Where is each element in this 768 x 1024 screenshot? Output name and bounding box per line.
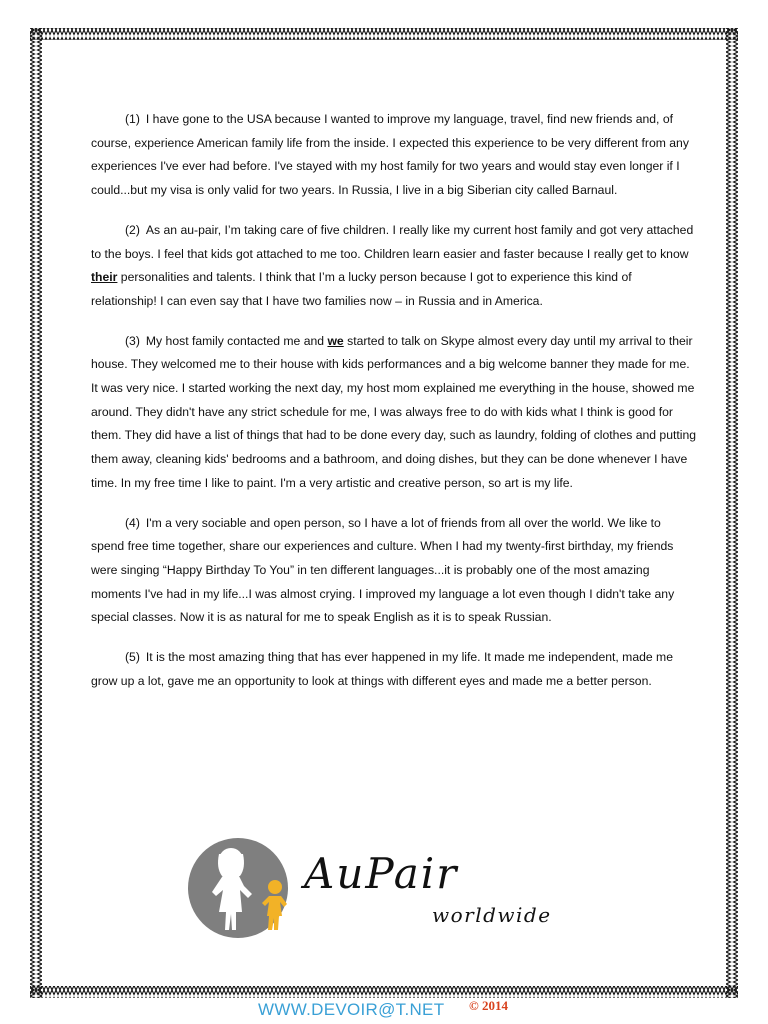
underlined-word: their bbox=[91, 270, 118, 285]
paragraph-4 bbox=[91, 512, 697, 631]
paragraph-text: It is the most amazing thing that has ever happened in my life. It made me independent, made me grow up a lot, gave me an opportunity to look at things with different eyes and made me a better person. bbox=[91, 650, 673, 688]
paragraph-text: I'm a very sociable and open person, so I have a lot of friends from all over the world. We like to spend free time together, share our experiences and culture. When I had my twenty-first birthday, my friends were singing “Happy Birthday To You” in ten different languages...it is probably one of the most amazing moments I've had in my life...I was almost crying. I improved my language a lot even though I didn't take any special classes. Now it is as natural for me to speak English as it is to speak Russian. bbox=[91, 515, 675, 625]
paragraph-number: (1) bbox=[125, 112, 140, 126]
paragraph-text: As an au-pair, I’m taking care of five children. I really like my current host family and got very attached to the boys. I feel that kids got attached to me too. Children learn easier and faster because I really get to know bbox=[91, 222, 694, 261]
paragraph-number: (5) bbox=[125, 650, 140, 665]
paragraph-text: I have gone to the USA because I wanted to improve my language, travel, find new friends and, of course, experience American family life from the inside. I expected this experience to be very different from any experiences I've ever had before. I've stayed with my host family for two years and would stay even longer if I could...but my visa is only valid for two years. In Russia, I live in a big Siberian city called Barnaul. bbox=[91, 112, 689, 198]
aupair-logo bbox=[186, 838, 586, 938]
svg-text:worldwide: worldwide bbox=[432, 903, 552, 927]
paragraph-3 bbox=[91, 330, 697, 496]
paragraph-number: (4) bbox=[125, 515, 140, 530]
footer bbox=[0, 998, 768, 1024]
paragraph-5 bbox=[91, 646, 697, 693]
footer-copyright: © 2014 bbox=[469, 998, 508, 1013]
footer-url[interactable]: WWW.DEVOIR@T.NET bbox=[258, 1000, 445, 1019]
paragraph-text: started to talk on Skype almost every day until my arrival to their house. They welcomed me to their house with kids performances and a big welcome banner they made for me. It was very nice. I started working the next day, my host mom explained me everything in the house, showed me around. They didn't have any strict schedule for me, I was always free to do with kids what I think is good for them. They did have a list of things that had to be done every day, such as laundry, folding of clothes and putting them away, cleaning kids' bedrooms and a bathroom, and doing dishes, but they can be done whenever I have time. In my free time I like to paint. I'm a very artistic and creative person, so art is my life. bbox=[91, 333, 697, 490]
paragraph-number: (2) bbox=[125, 222, 140, 237]
paragraph-text: My host family contacted me and bbox=[145, 333, 328, 348]
svg-text:AuPair: AuPair bbox=[304, 849, 459, 898]
paragraph-2 bbox=[91, 219, 697, 314]
paragraph-text: personalities and talents. I think that I’m a lucky person because I got to experience this kind of relationship! I can even say that I have two families now – in Russia and in America. bbox=[91, 270, 632, 308]
paragraph-1 bbox=[91, 108, 697, 203]
paragraph-number: (3) bbox=[125, 333, 140, 348]
essay-body bbox=[91, 108, 697, 709]
underlined-word: we bbox=[327, 333, 344, 348]
